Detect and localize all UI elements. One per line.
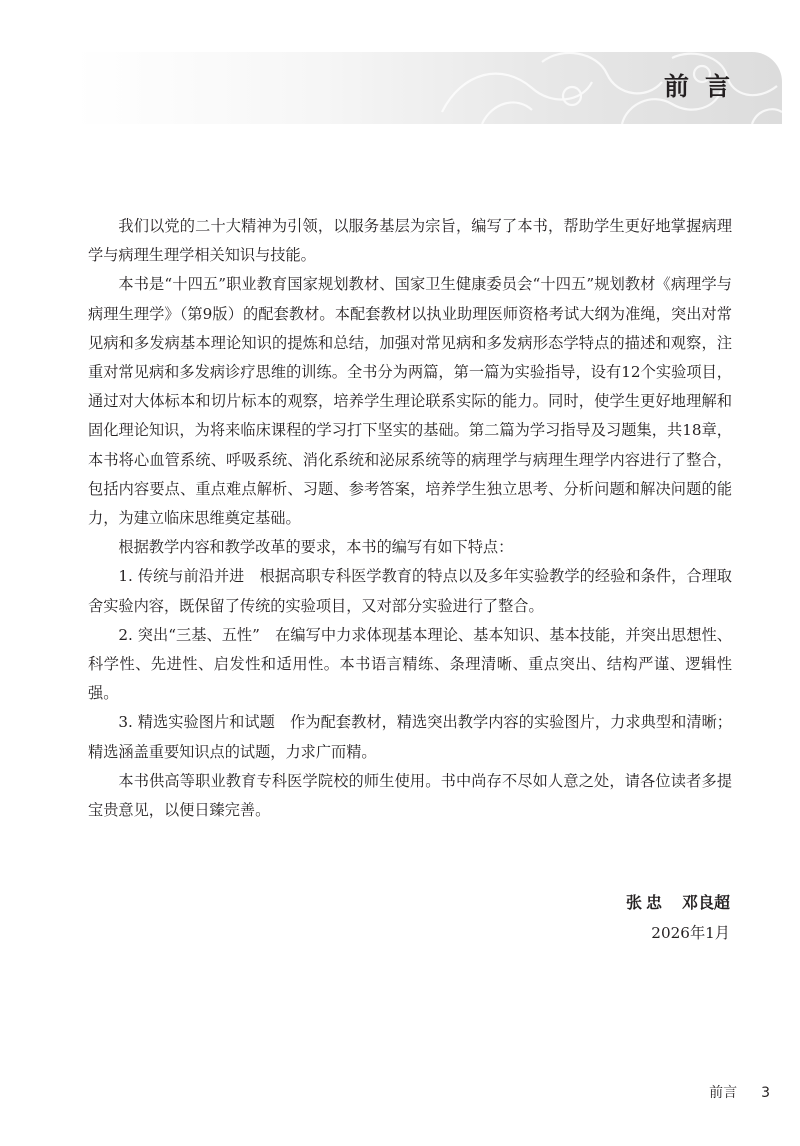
signature-date: 2026年1月	[651, 924, 730, 942]
paragraph: 1. 传统与前沿并进 根据高职专科医学教育的特点以及多年实验教学的经验和条件，合理取舍实验内容，既保留了传统的实验项目，又对部分实验进行了整合。	[88, 567, 732, 615]
preface-body	[88, 212, 732, 825]
paragraph: 我们以党的二十大精神为引领，以服务基层为宗旨，编写了本书，帮助学生更好地掌握病理学与病理生理学相关知识与技能。	[88, 217, 732, 265]
author-name: 张忠	[625, 893, 666, 912]
paragraph: 本书供高等职业教育专科医学院校的师生使用。书中尚存不尽如人意之处，请各位读者多提宝贵意见，以便日臻完善。	[88, 771, 732, 820]
author-name: 邓良超	[681, 893, 730, 912]
page-number: 3	[761, 1085, 770, 1101]
signature-block	[626, 888, 730, 948]
paragraph: 本书是“十四五”职业教育国家规划教材、国家卫生健康委员会“十四五”规划教材《病理学与病理生理学》（第9版）的配套教材。本配套教材以执业助理医师资格考试大纲为准绳，突出对常见病和多发病基本理论知识的提炼和总结，加强对常见病和多发病形态学特点的描述和观察，注重对常见病和多发病诊疗思维的训练。全书分为两篇，第一篇为实验指导，设有12个实验项目，通过对大体标本和切片标本的观察，培养学生理论联系实际的能力。同时，使学生更好地理解和固化理论知识，为将来临床课程的学习打下坚实的基础。第二篇为学习指导及习题集，共18章，本书将心血管系统、呼吸系统、消化系统和泌尿系统等的病理学与病理生理学内容进行了整合，包括内容要点、重点难点解析、习题、参考答案，培养学生独立思考、分析问题和解决问题的能力，为建立临床思维奠定基础。	[88, 275, 732, 528]
page-title: 前言	[663, 72, 746, 101]
paragraph: 根据教学内容和教学改革的要求，本书的编写有如下特点：	[118, 538, 514, 557]
paragraph: 2. 突出“三基、五性” 在编写中力求体现基本理论、基本知识、基本技能，并突出思想性、科学性、先进性、启发性和适用性。本书语言精练、条理清晰、重点突出、结构严谨、逻辑性强。	[88, 625, 732, 703]
authors	[626, 888, 730, 918]
footer-section-label: 前言	[709, 1085, 738, 1101]
chapter-banner	[74, 52, 782, 124]
page-footer	[709, 1082, 770, 1102]
paragraph: 3. 精选实验图片和试题 作为配套教材，精选突出教学内容的实验图片，力求典型和清晰；精选涵盖重要知识点的试题，力求广而精。	[88, 713, 732, 761]
